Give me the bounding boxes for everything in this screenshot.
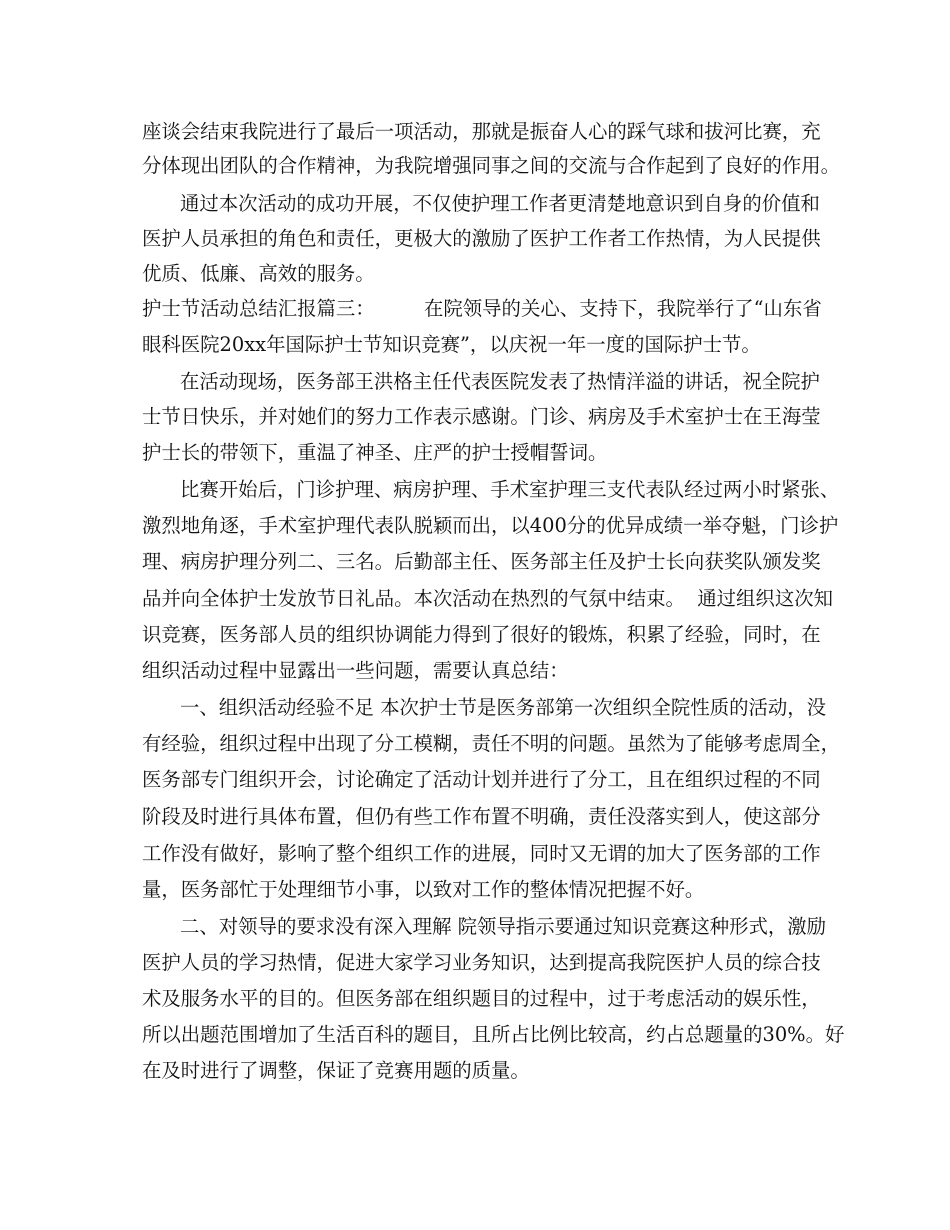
section-heading-line: 护士节活动总结汇报篇三： 在院领导的关心、支持下，我院举行了“山东省 bbox=[142, 297, 822, 320]
text-line: 在及时进行了调整，保证了竞赛用题的质量。 bbox=[142, 1059, 530, 1082]
text-line: 座谈会结束我院进行了最后一项活动，那就是振奋人心的踩气球和拔河比赛，充 bbox=[142, 120, 821, 143]
text-line: 识竞赛，医务部人员的组织协调能力得到了很好的锻炼，积累了经验，同时，在 bbox=[142, 623, 821, 646]
text-line: 医务部专门组织开会，讨论确定了活动计划并进行了分工，且在组织过程的不同 bbox=[142, 768, 821, 791]
text-line: 理、病房护理分列二、三名。后勤部主任、医务部主任及护士长向获奖队颁发奖 bbox=[142, 550, 821, 573]
text-line: 量，医务部忙于处理细节小事，以致对工作的整体情况把握不好。 bbox=[142, 878, 705, 901]
text-line: 士节日快乐，并对她们的努力工作表示感谢。门诊、病房及手术室护士在王海莹 bbox=[142, 405, 821, 428]
text-line: 优质、低廉、高效的服务。 bbox=[142, 262, 375, 285]
text-line: 激烈地角逐，手术室护理代表队脱颖而出，以400分的优异成绩一举夺魁，门诊护 bbox=[142, 514, 839, 537]
text-line: 医护人员的学习热情，促进大家学习业务知识，达到提高我院医护人员的综合技 bbox=[142, 951, 821, 974]
text-line: 有经验，组织过程中出现了分工模糊，责任不明的问题。虽然为了能够考虑周全， bbox=[142, 732, 841, 755]
text-line: 比赛开始后，门诊护理、病房护理、手术室护理三支代表队经过两小时紧张、 bbox=[180, 478, 840, 501]
text-line: 阶段及时进行具体布置，但仍有些工作布置不明确，责任没落实到人，使这部分 bbox=[142, 805, 821, 828]
text-line: 护士长的带领下，重温了神圣、庄严的护士授帽誓词。 bbox=[142, 441, 608, 464]
text-line: 医护人员承担的角色和责任，更极大的激励了医护工作者工作热情，为人民提供 bbox=[142, 227, 821, 250]
text-line: 所以出题范围增加了生活百科的题目，且所占比例比较高，约占总题量的30%。好 bbox=[142, 1023, 845, 1046]
text-line: 在活动现场，医务部王洪格主任代表医院发表了热情洋溢的讲话，祝全院护 bbox=[180, 370, 820, 393]
text-line: 工作没有做好，影响了整个组织工作的进展，同时又无谓的加大了医务部的工作 bbox=[142, 842, 821, 865]
text-line: 品并向全体护士发放节日礼品。本次活动在热烈的气氛中结束。 通过组织这次知 bbox=[142, 587, 833, 610]
text-line: 二、对领导的要求没有深入理解 院领导指示要通过知识竞赛这种形式，激励 bbox=[180, 915, 827, 938]
text-line: 组织活动过程中显露出一些问题，需要认真总结： bbox=[142, 659, 569, 682]
text-line: 一、组织活动经验不足 本次护士节是医务部第一次组织全院性质的活动，没 bbox=[180, 696, 827, 719]
text-line: 眼科医院20xx年国际护士节知识竞赛”，以庆祝一年一度的国际护士节。 bbox=[142, 333, 761, 356]
text-line: 通过本次活动的成功开展，不仅使护理工作者更清楚地意识到自身的价值和 bbox=[180, 192, 820, 215]
text-line: 分体现出团队的合作精神，为我院增强同事之间的交流与合作起到了良好的作用。 bbox=[142, 154, 841, 177]
text-line: 术及服务水平的目的。但医务部在组织题目的过程中，过于考虑活动的娱乐性， bbox=[142, 987, 821, 1010]
